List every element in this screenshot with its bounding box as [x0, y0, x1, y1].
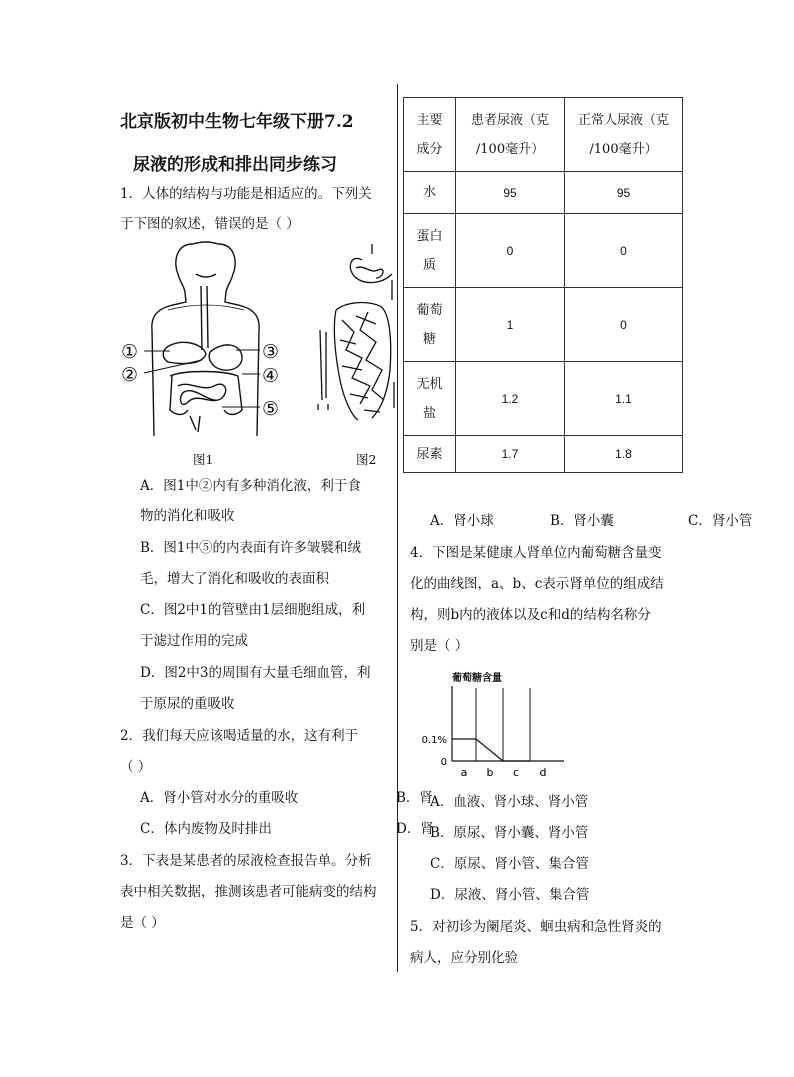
q1-option-a-line2: 物的消化和吸收 — [140, 508, 235, 524]
q1-option-a-line1: A．图1中②内有多种消化液，利于食 — [140, 478, 361, 494]
fig1-label-5: ⑤ — [262, 398, 280, 420]
chart-x-tick-label: a — [460, 766, 468, 779]
q3-option-b: B．肾小囊 — [550, 513, 614, 529]
q4-fragment-d: D．肾 — [396, 821, 434, 837]
chart-y-tick-label: 0 — [440, 757, 447, 768]
row-name: 尿素 — [404, 436, 456, 473]
q1-stem-line1: 1．人体的结构与功能是相适应的。下列关 — [120, 186, 372, 202]
row-normal: 1.1 — [565, 362, 683, 436]
q1-option-d-line2: 于原尿的重吸收 — [140, 696, 235, 712]
row-normal: 95 — [565, 172, 683, 214]
row-normal: 0 — [565, 214, 683, 288]
q4-stem-line4: 别是（ ） — [410, 638, 469, 654]
q1-stem-line2: 于下图的叙述，错误的是（ ） — [120, 216, 300, 232]
table-row — [404, 214, 683, 288]
q5-stem-line1: 5．对初诊为阑尾炎、蛔虫病和急性肾炎的 — [410, 919, 662, 935]
row-name: 无机 盐 — [404, 362, 456, 436]
q4-option-a: A．血液、肾小球、肾小管 — [430, 794, 589, 810]
chart-x-tick-label: d — [539, 766, 547, 779]
row-patient: 1.7 — [456, 436, 565, 473]
q4-stem-line2: 化的曲线图，a、b、c表示肾单位的组成结 — [410, 576, 664, 592]
q1-option-c-line1: C．图2中1的管壁由1层细胞组成，利 — [140, 602, 366, 618]
row-patient: 95 — [456, 172, 565, 214]
fig1-label-3: ③ — [262, 341, 280, 363]
fig2-caption: 图2 — [356, 452, 377, 467]
q1-option-d-line1: D．图2中3的周围有大量毛细血管，利 — [140, 665, 371, 681]
row-patient: 1.2 — [456, 362, 565, 436]
q4-option-b: B．原尿、肾小囊、肾小管 — [430, 825, 589, 841]
row-normal: 0 — [565, 288, 683, 362]
q3-stem-line3: 是（ ） — [120, 915, 165, 931]
table-row — [404, 288, 683, 362]
glucose-chart — [412, 668, 572, 780]
q1-option-b-line1: B．图1中⑤的内表面有许多皱襞和绒 — [140, 540, 362, 556]
q4-option-d: D．尿液、肾小管、集合管 — [430, 887, 590, 903]
header-normal: 正常人尿液（克 /100毫升） — [565, 98, 683, 172]
q2-option-a: A．肾小管对水分的重吸收 — [140, 790, 299, 806]
q3-option-c: C．肾小管 — [688, 513, 753, 529]
q5-stem-line2: 病人，应分别化验 — [410, 950, 518, 966]
nephron-figure — [306, 240, 403, 425]
q3-option-a: A．肾小球 — [430, 513, 494, 529]
q2-stem-line2: （ ） — [120, 759, 152, 775]
table-header-row — [404, 98, 683, 172]
fig1-label-1: ① — [121, 341, 139, 363]
row-normal: 1.8 — [565, 436, 683, 473]
q4-stem-line3: 构，则b内的液体以及c和d的结构名称分 — [410, 607, 651, 623]
glucose-line — [452, 739, 530, 761]
q3-stem-line2: 表中相关数据，推测该患者可能病变的结构 — [120, 884, 377, 900]
row-name: 蛋白 质 — [404, 214, 456, 288]
chart-x-tick-label: b — [486, 766, 494, 779]
header-component: 主要 成分 — [404, 98, 456, 172]
q3-stem-line1: 3．下表是某患者的尿液检查报告单。分析 — [120, 853, 372, 869]
fig1-caption: 图1 — [193, 452, 214, 467]
q1-option-b-line2: 毛，增大了消化和吸收的表面积 — [140, 571, 329, 587]
row-name: 葡萄 糖 — [404, 288, 456, 362]
row-patient: 0 — [456, 214, 565, 288]
urine-report-table — [403, 97, 683, 473]
header-patient: 患者尿液（克 /100毫升） — [456, 98, 565, 172]
q2-stem-line1: 2．我们每天应该喝适量的水，这有利于 — [120, 728, 359, 744]
fig1-label-2: ② — [121, 364, 139, 386]
chart-x-tick-label: c — [512, 766, 520, 779]
row-name: 水 — [404, 172, 456, 214]
chart-y-axis-label: 葡萄糖含量 — [452, 673, 502, 684]
q2-option-c: C．体内废物及时排出 — [140, 821, 272, 837]
chart-y-tick-label: 0.1% — [421, 735, 447, 746]
table-row — [404, 436, 683, 473]
table-row — [404, 172, 683, 214]
column-divider — [397, 84, 398, 972]
row-patient: 1 — [456, 288, 565, 362]
fig1-label-4: ④ — [262, 365, 280, 387]
page-title-line2: 尿液的形成和排出同步练习 — [133, 155, 337, 175]
digestive-system-figure — [118, 240, 288, 450]
q4-fragment-b: B．肾 — [396, 790, 433, 806]
page-title-line1: 北京版初中生物七年级下册7.2 — [120, 112, 354, 132]
q1-option-c-line2: 于滤过作用的完成 — [140, 633, 248, 649]
q4-option-c: C．原尿、肾小管、集合管 — [430, 856, 589, 872]
table-row — [404, 362, 683, 436]
q4-stem-line1: 4．下图是某健康人肾单位内葡萄糖含量变 — [410, 545, 662, 561]
